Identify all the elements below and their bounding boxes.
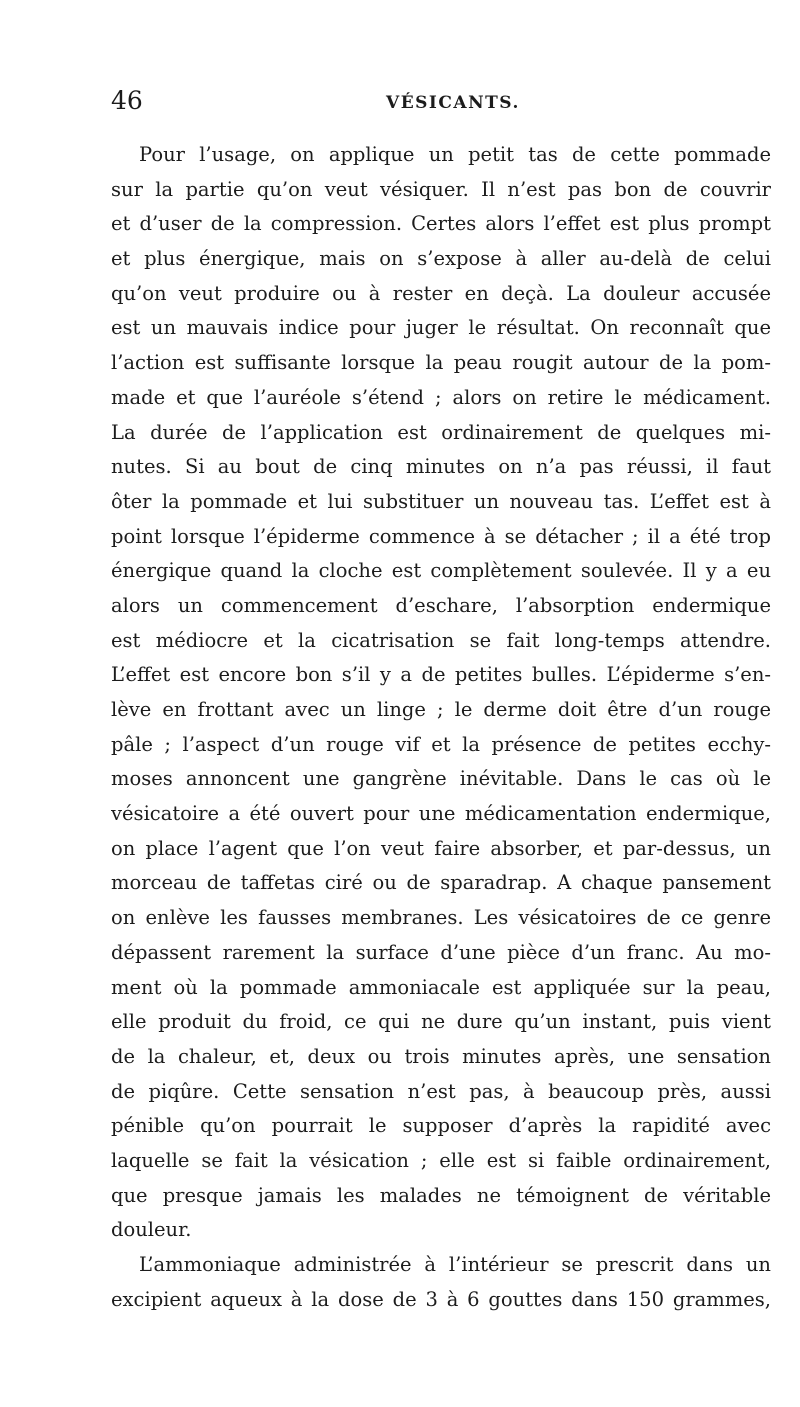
- text-line: est médiocre et la cicatrisation se fait long-temps attendre.: [111, 628, 771, 652]
- text-line: de piqûre. Cette sensation n’est pas, à beaucoup près, aussi: [111, 1079, 771, 1103]
- text-line: elle produit du froid, ce qui ne dure qu’un instant, puis vient: [111, 1010, 771, 1034]
- body-text: [111, 138, 771, 1317]
- text-line: moses annoncent une gangrène inévitable. Dans le cas où le: [111, 767, 771, 791]
- text-line: vésicatoire a été ouvert pour une médicamentation endermique,: [111, 802, 771, 826]
- text-line: excipient aqueux à la dose de 3 à 6 gouttes dans 150 grammes,: [111, 1287, 771, 1311]
- text-line: pénible qu’on pourrait le supposer d’après la rapidité avec: [111, 1114, 771, 1138]
- text-line: on place l’agent que l’on veut faire absorber, et par-dessus, un: [111, 836, 771, 860]
- text-line: alors un commencement d’eschare, l’absorption endermique: [111, 593, 771, 617]
- text-line: pâle ; l’aspect d’un rouge vif et la présence de petites ecchy-: [111, 732, 771, 756]
- text-line: ôter la pommade et lui substituer un nouveau tas. L’effet est à: [111, 489, 771, 513]
- page-header: [111, 86, 771, 126]
- page-number: 46: [111, 86, 143, 115]
- text-line: laquelle se fait la vésication ; elle est si faible ordinairement,: [111, 1148, 771, 1172]
- text-line: sur la partie qu’on veut vésiquer. Il n’est pas bon de couvrir: [111, 177, 771, 201]
- text-line: Pour l’usage, on applique un petit tas de cette pommade: [139, 143, 771, 166]
- text-line: lève en frottant avec un linge ; le derme doit être d’un rouge: [111, 698, 771, 721]
- text-line: morceau de taffetas ciré ou de sparadrap. A chaque pansement: [111, 871, 771, 895]
- text-line: que presque jamais les malades ne témoignent de véritable: [111, 1183, 771, 1207]
- text-line: l’action est suffisante lorsque la peau rougit autour de la pom-: [111, 351, 771, 375]
- text-line: on enlève les fausses membranes. Les vésicatoires de ce genre: [111, 906, 771, 930]
- text-line: douleur.: [111, 1218, 192, 1242]
- text-line: L’ammoniaque administrée à l’intérieur se prescrit dans un: [139, 1253, 771, 1276]
- text-line: est un mauvais indice pour juger le résultat. On reconnaît que: [111, 316, 771, 340]
- text-line: ment où la pommade ammoniacale est appliquée sur la peau,: [111, 975, 771, 999]
- text-line: point lorsque l’épiderme commence à se détacher ; il a été trop: [111, 524, 771, 548]
- text-line: nutes. Si au bout de cinq minutes on n’a pas réussi, il faut: [111, 455, 771, 479]
- text-line: La durée de l’application est ordinairement de quelques mi-: [111, 420, 771, 444]
- text-line: énergique quand la cloche est complètement soulevée. Il y a eu: [111, 559, 771, 583]
- text-line: et d’user de la compression. Certes alors l’effet est plus prompt: [111, 212, 771, 236]
- text-line: L’effet est encore bon s’il y a de petites bulles. L’épiderme s’en-: [111, 663, 771, 687]
- running-head: VÉSICANTS.: [386, 93, 520, 113]
- text-line: de la chaleur, et, deux ou trois minutes après, une sensation: [111, 1044, 771, 1068]
- text-line: qu’on veut produire ou à rester en deçà. La douleur accusée: [111, 281, 771, 305]
- text-line: dépassent rarement la surface d’une pièce d’un franc. Au mo-: [111, 940, 771, 964]
- text-line: et plus énergique, mais on s’expose à aller au-delà de celui: [111, 247, 771, 271]
- text-line: made et que l’auréole s’étend ; alors on retire le médicament.: [111, 385, 771, 409]
